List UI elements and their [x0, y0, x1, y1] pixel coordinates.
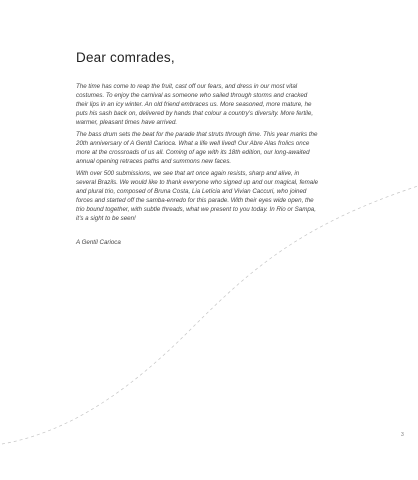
greeting-heading: Dear comrades, [76, 50, 175, 65]
letter-paragraph-1: The time has come to reap the fruit, cast off our fears, and dress in our most vital costumes. To enjoy the carnival as someone who sailed through storms and cracked their lips in an icy winter. An old friend embraces us. More seasoned, more mature, he puts his sash back on, delivered by hands that colour a country’s diversity. More fertile, warmer, pleasant times have arrived. [76, 83, 314, 126]
letter-paragraph-2: The bass drum sets the beat for the parade that struts through time. This year marks the 20th anniversary of A Gentil Carioca. What a life well lived! Our Abre Alas frolics once more at the crossroads of us all. Coming of age with its 18th edition, our long-awaited annual opening retraces paths and summons new faces. [76, 131, 318, 165]
letter-paragraph-3: With over 500 submissions, we see that art once again resists, sharp and alive, in several Brazils. We would like to thank everyone who signed up and our magical, female and plural trio, composed of Bruna Costa, Lia Letícia and Vivian Caccuri, who joined forces and started off the samba-enredo for this parade. With their eyes wide open, the trio bound together, with subtle threads, what we present to you today. In Rio or Sampa, it’s a sight to be seen! [76, 170, 319, 222]
letter-body [76, 50, 319, 246]
page-number: 3 [401, 432, 404, 438]
letter-signature: A Gentil Carioca [76, 238, 121, 246]
